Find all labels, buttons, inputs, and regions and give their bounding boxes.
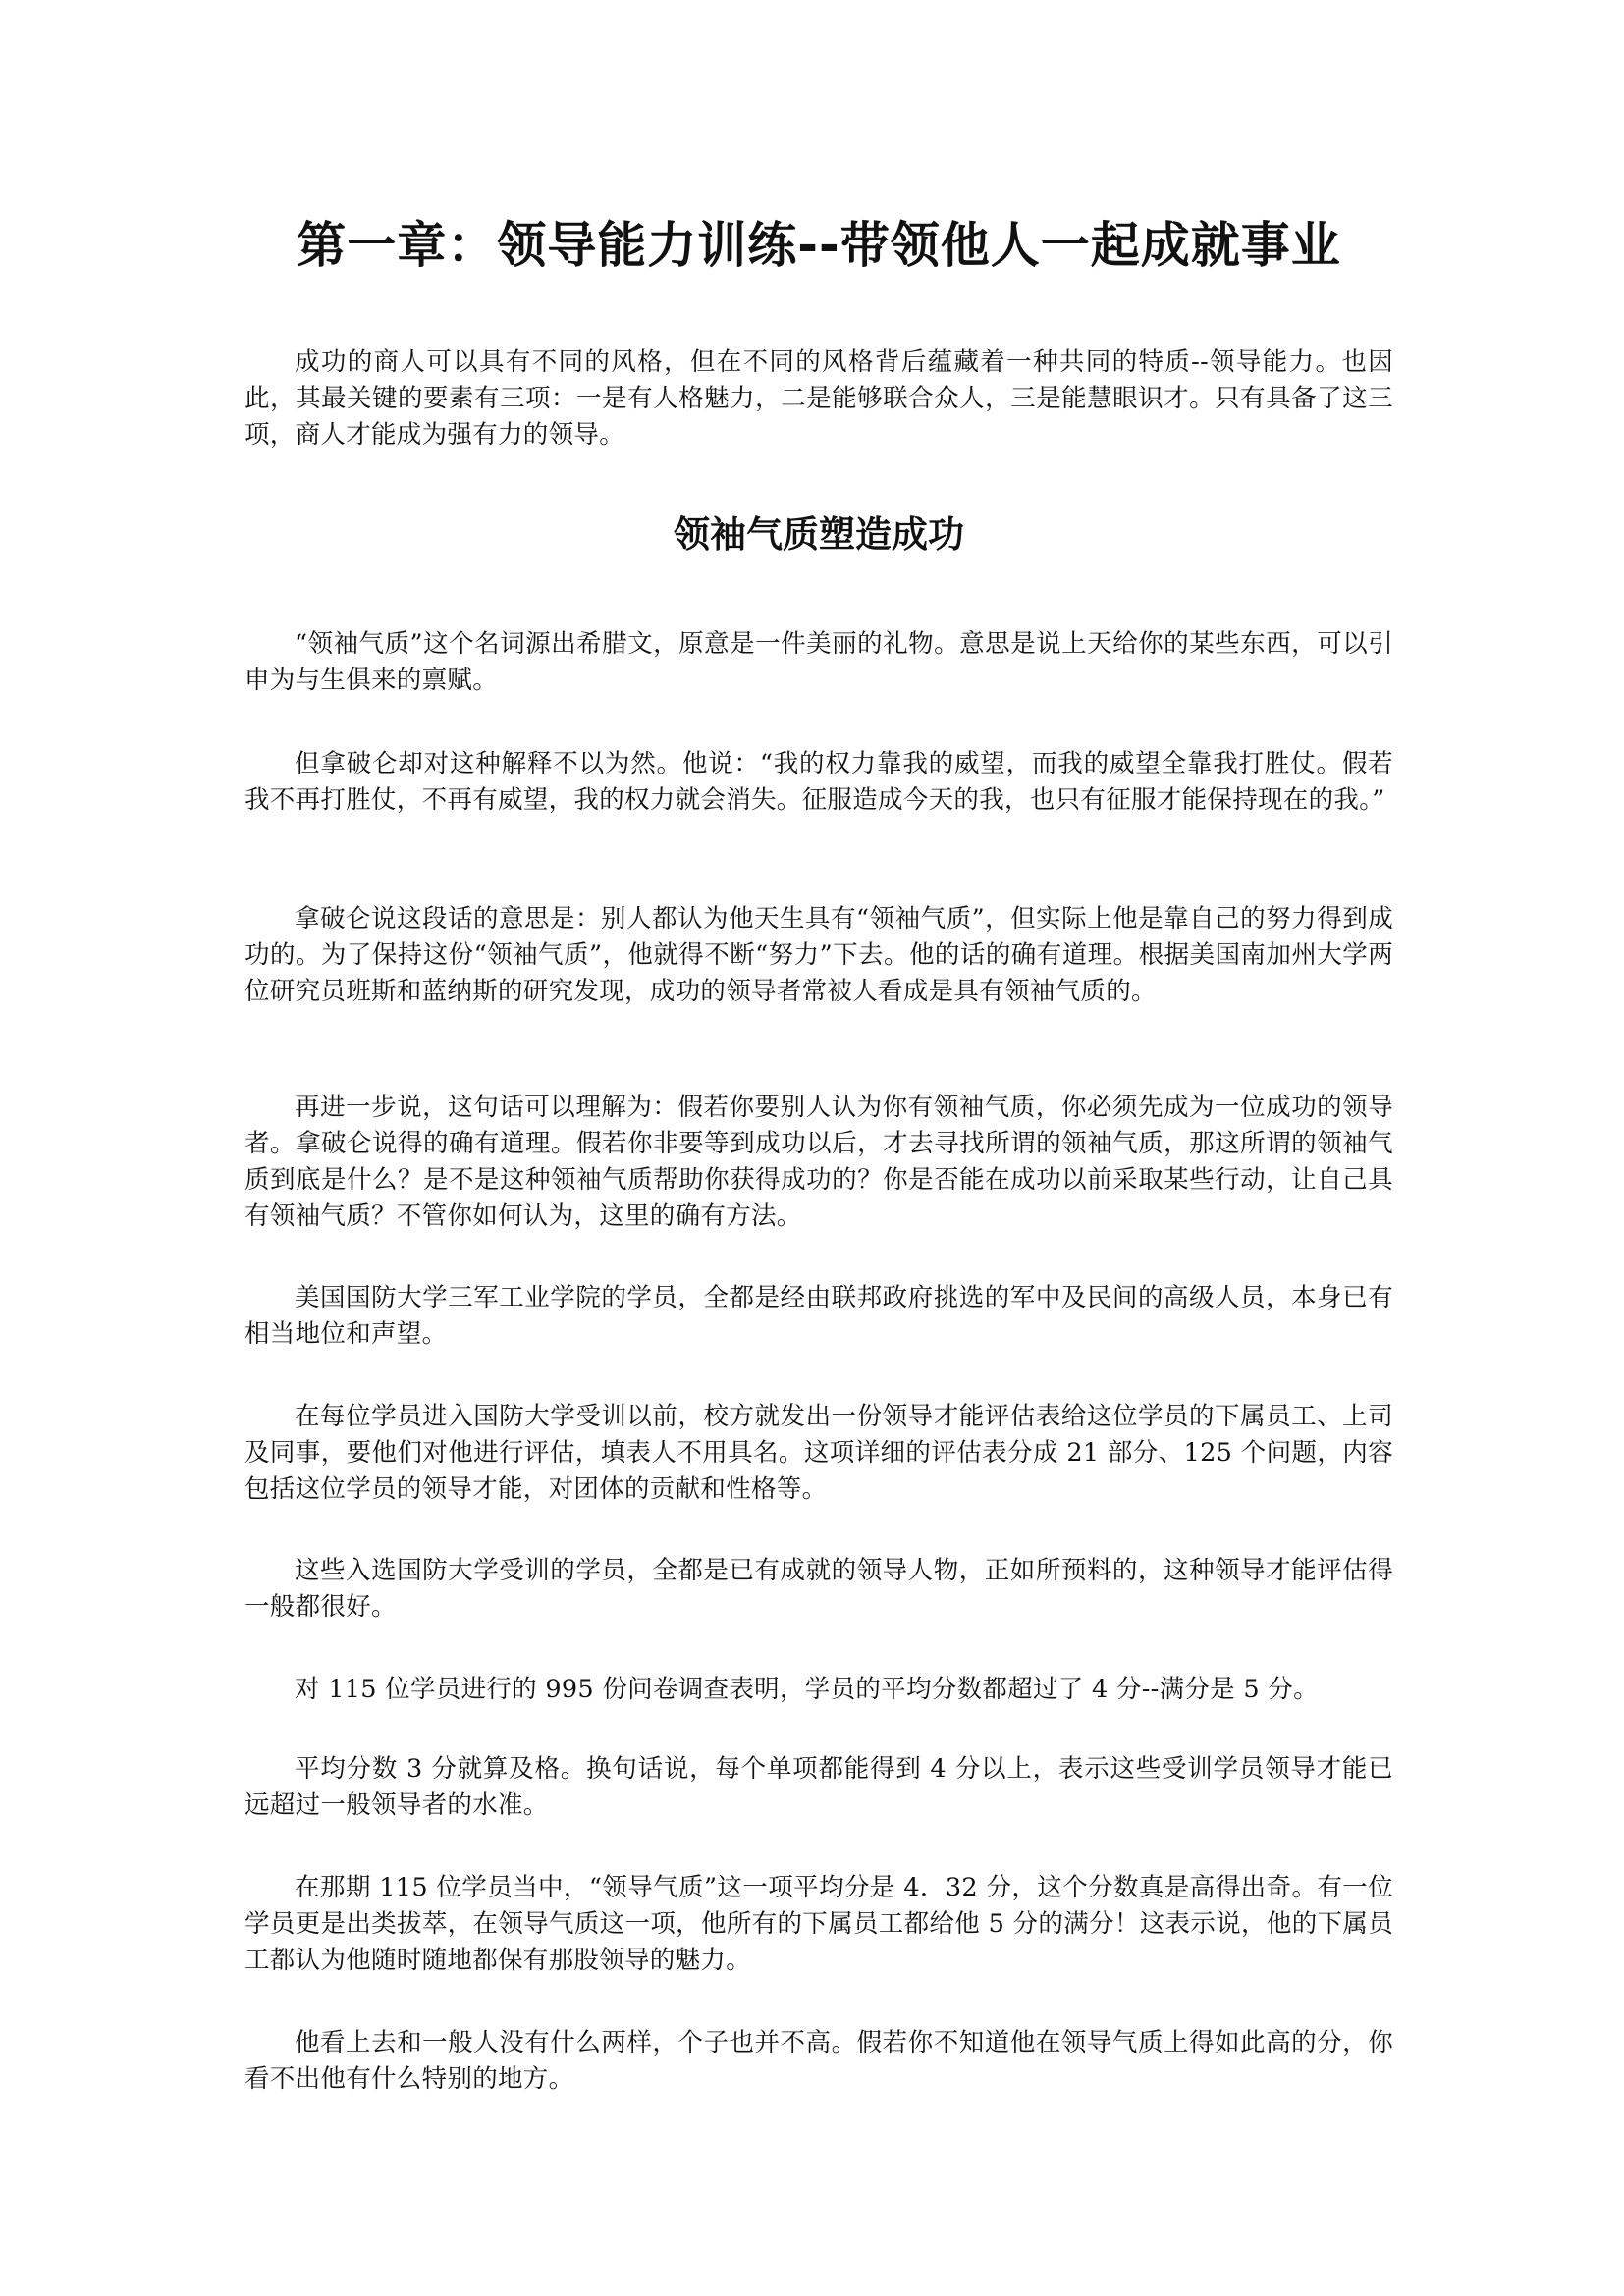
body-paragraph-8: 对 115 位学员进行的 995 份问卷调查表明，学员的平均分数都超过了 4 分--满分是 5 分。 bbox=[295, 1675, 1319, 1704]
body-paragraph-7: 这些入选国防大学受训的学员，全都是已有成就的领导人物，正如所预料的，这种领导才能评估得一般都很好。 bbox=[244, 1556, 1393, 1622]
body-paragraph-9: 平均分数 3 分就算及格。换句话说，每个单项都能得到 4 分以上，表示这些受训学员领导才能已远超过一般领导者的水准。 bbox=[244, 1754, 1393, 1820]
section-title: 领袖气质塑造成功 bbox=[674, 513, 964, 556]
body-paragraph-10: 在那期 115 位学员当中，“领导气质”这一项平均分是 4．32 分，这个分数真是高得出奇。有一位学员更是出类拔萃，在领导气质这一项，他所有的下属员工都给他 5 分的满分！这表示说，他的下属员工都认为他随时随地都保有那股领导的魅力。 bbox=[244, 1873, 1393, 1975]
body-paragraph-3: 拿破仑说这段话的意思是：别人都认为他天生具有“领袖气质”，但实际上他是靠自己的努力得到成功的。为了保持这份“领袖气质”，他就得不断“努力”下去。他的话的确有道理。根据美国南加州大学两位研究员班斯和蓝纳斯的研究发现，成功的领导者常被人看成是具有领袖气质的。 bbox=[244, 904, 1393, 1006]
intro-paragraph: 成功的商人可以具有不同的风格，但在不同的风格背后蕴藏着一种共同的特质--领导能力。也因此，其最关键的要素有三项：一是有人格魅力，二是能够联合众人，三是能慧眼识才。只有具备了这三项，商人才能成为强有力的领导。 bbox=[244, 347, 1393, 450]
body-paragraph-1: “领袖气质”这个名词源出希腊文，原意是一件美丽的礼物。意思是说上天给你的某些东西，可以引申为与生俱来的禀赋。 bbox=[244, 629, 1393, 695]
body-paragraph-5: 美国国防大学三军工业学院的学员，全都是经由联邦政府挑选的军中及民间的高级人员，本身已有相当地位和声望。 bbox=[244, 1283, 1393, 1349]
body-paragraph-2: 但拿破仑却对这种解释不以为然。他说：“我的权力靠我的威望，而我的威望全靠我打胜仗。假若我不再打胜仗，不再有威望，我的权力就会消失。征服造成今天的我，也只有征服才能保持现在的我。” bbox=[244, 749, 1393, 815]
chapter-title: 第一章：领导能力训练--带领他人一起成就事业 bbox=[297, 217, 1341, 274]
body-paragraph-6: 在每位学员进入国防大学受训以前，校方就发出一份领导才能评估表给这位学员的下属员工、上司及同事，要他们对他进行评估，填表人不用具名。这项详细的评估表分成 21 部分、125 个问题，内容包括这位学员的领导才能，对团体的贡献和性格等。 bbox=[244, 1402, 1393, 1504]
body-paragraph-4: 再进一步说，这句话可以理解为：假若你要别人认为你有领袖气质，你必须先成为一位成功的领导者。拿破仑说得的确有道理。假若你非要等到成功以后，才去寻找所谓的领袖气质，那这所谓的领袖气质到底是什么？是不是这种领袖气质帮助你获得成功的？你是否能在成功以前采取某些行动，让自己具有领袖气质？不管你如何认为，这里的确有方法。 bbox=[244, 1093, 1393, 1231]
body-paragraph-11: 他看上去和一般人没有什么两样，个子也并不高。假若你不知道他在领导气质上得如此高的分，你看不出他有什么特别的地方。 bbox=[244, 2028, 1393, 2094]
